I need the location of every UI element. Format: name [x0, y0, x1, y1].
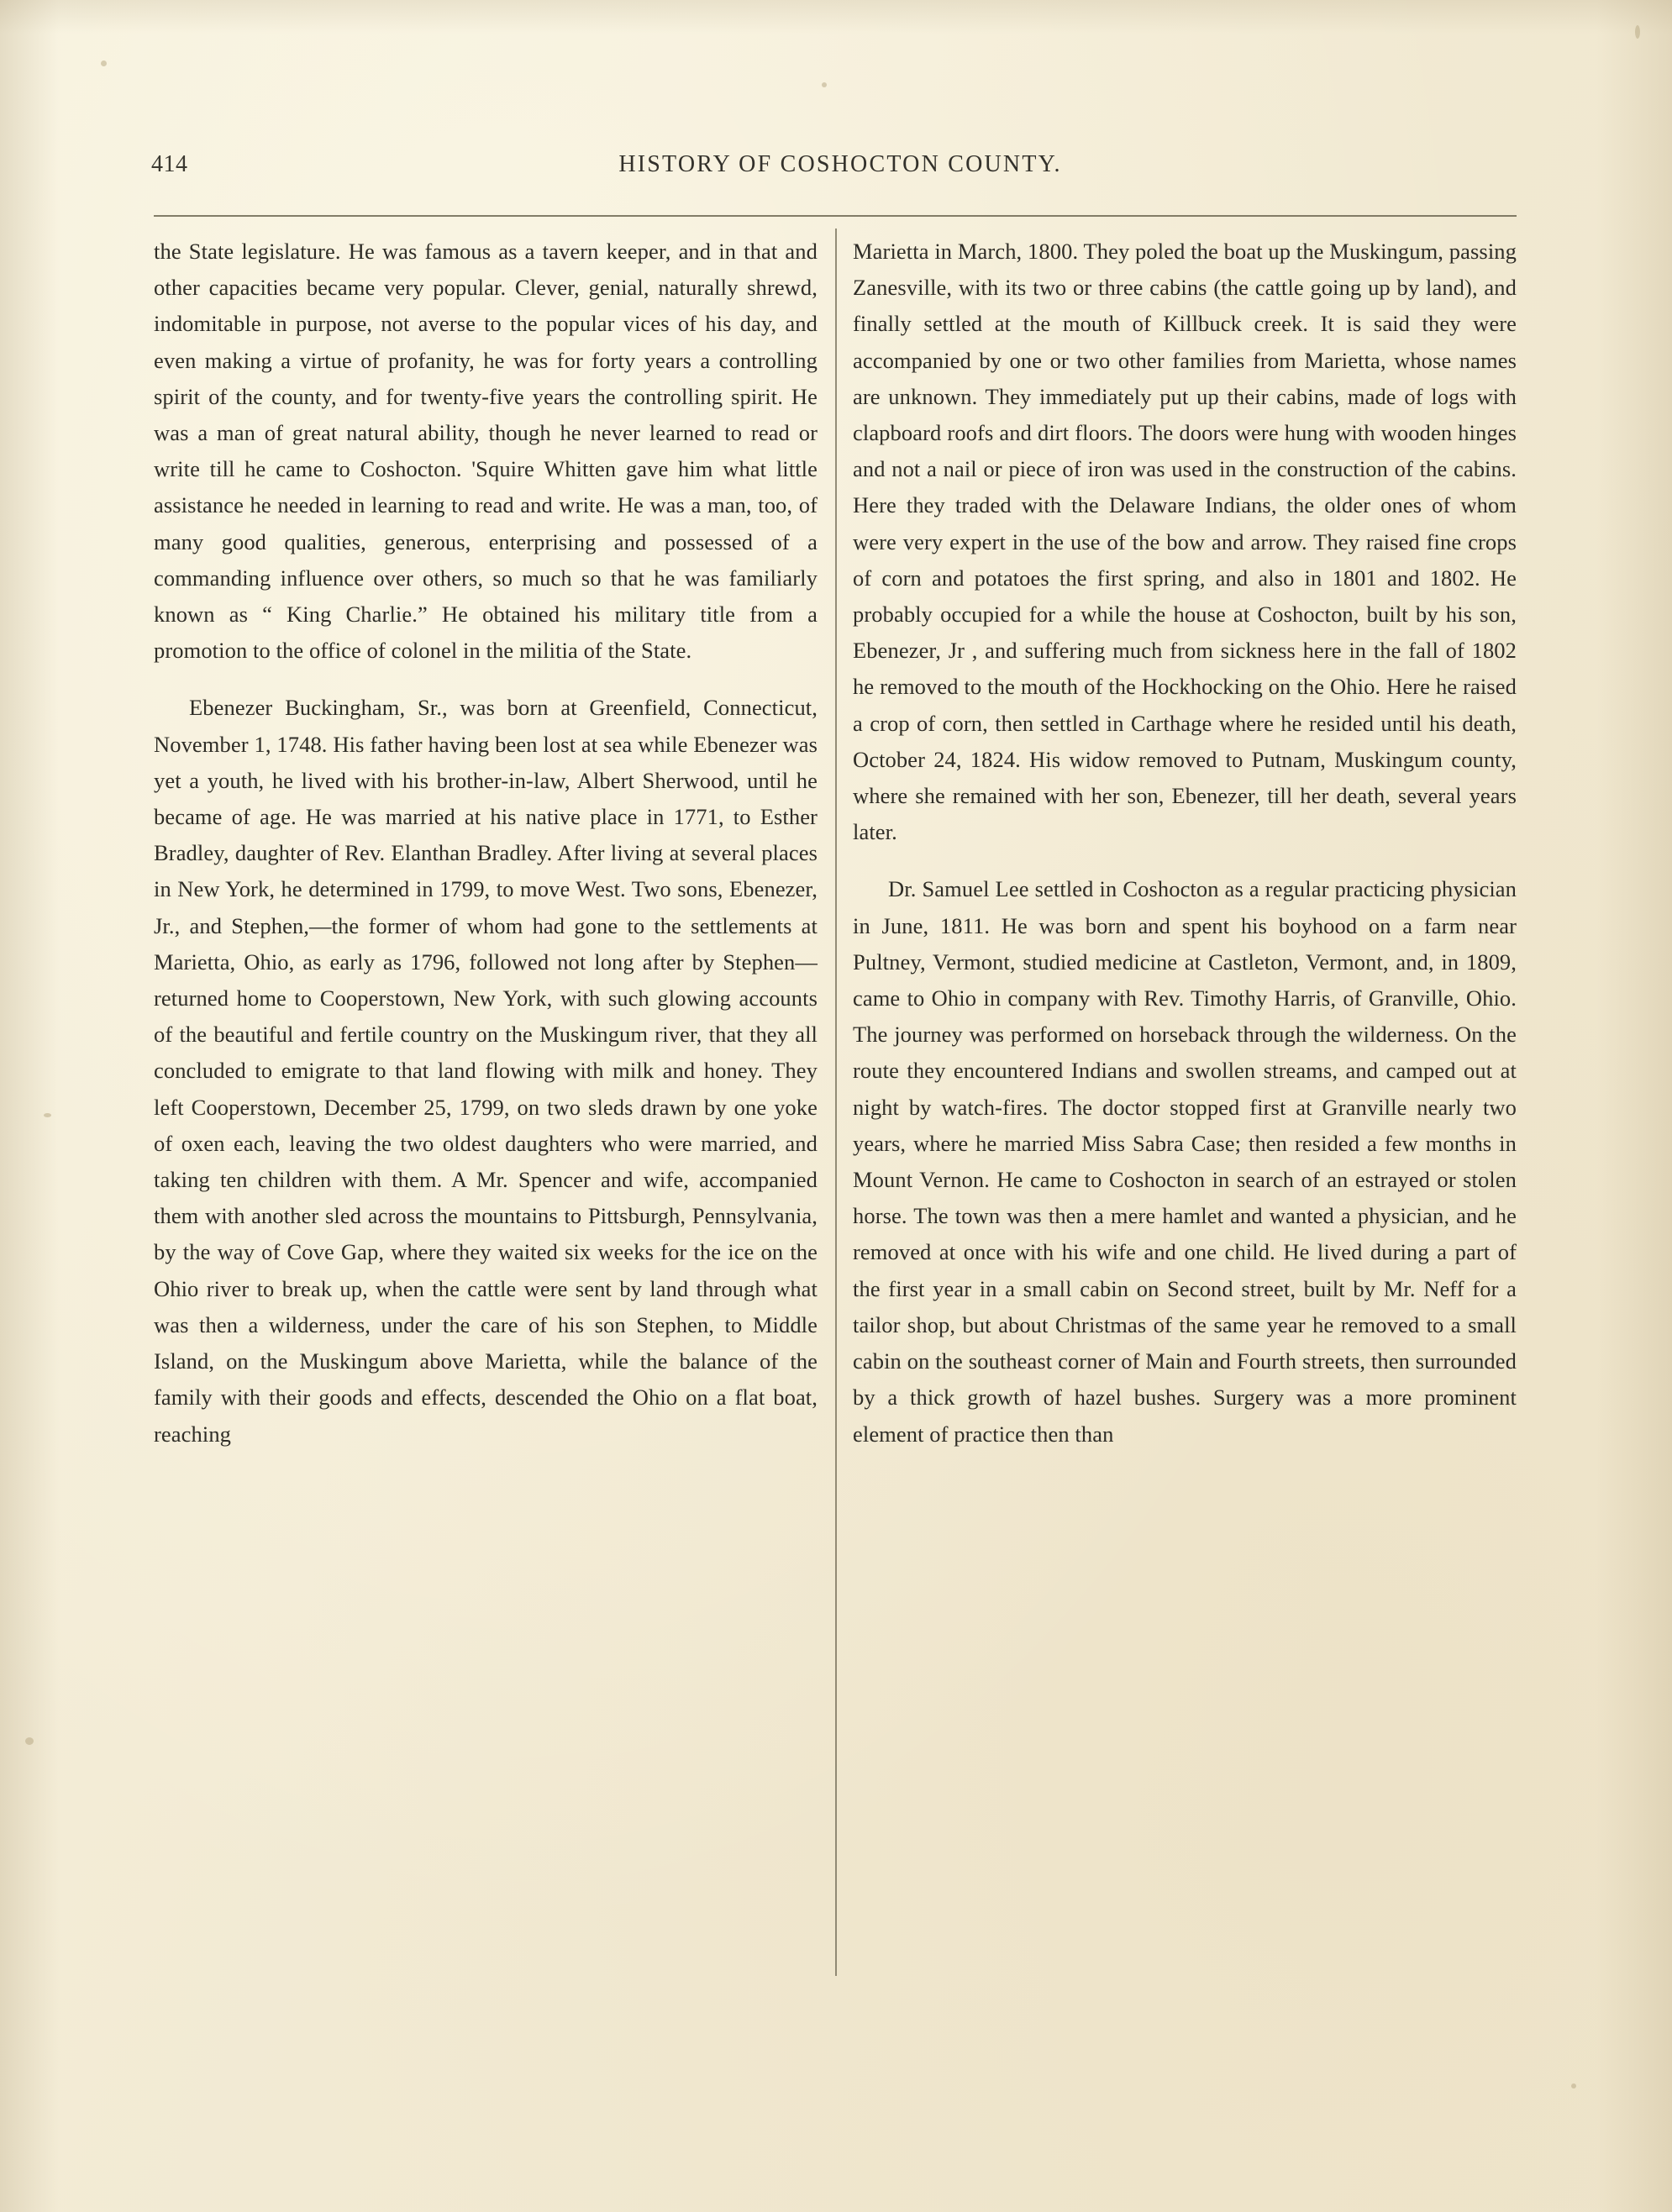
column-left — [154, 234, 818, 1973]
paper-speck — [101, 60, 107, 66]
paragraph: Marietta in March, 1800. They poled the boat up the Muskingum, passing Zanesville, with its two or three cabins (the cattle going up by land), and finally settled at the mouth of Killbuck creek. It is said they were accompanied by one or two other families from Marietta, whose names are unknown. They immediately put up their cabins, made of logs with clapboard roofs and dirt floors. The doors were hung with wooden hinges and not a nail or piece of iron was used in the construction of the cabins. Here they traded with the Delaware Indians, the older ones of whom were very expert in the use of the bow and arrow. They raised fine crops of corn and potatoes the first spring, and also in 1801 and 1802. He probably occupied for a while the house at Coshocton, built by his son, Ebenezer, Jr , and suffering much from sickness here in the fall of 1802 he removed to the mouth of the Hockhocking on the Ohio. Here he raised a crop of corn, then settled in Carthage where he resided until his death, October 24, 1824. His widow removed to Putnam, Muskingum county, where she remained with her son, Ebenezer, till her death, several years later. — [853, 239, 1517, 845]
page-edge-shadow-right — [1596, 0, 1672, 2212]
paper-speck — [44, 1113, 51, 1117]
body-columns — [154, 234, 1517, 1973]
page-header — [151, 151, 1529, 185]
paper-speck — [1571, 2083, 1576, 2089]
paper-speck — [25, 1737, 34, 1745]
paper-speck — [1635, 25, 1640, 39]
column-right — [853, 234, 1517, 1973]
paragraph: the State legislature. He was famous as a tavern keeper, and in that and other capacities became very popular. Clever, genial, naturally shrewd, indomitable in purpose, not averse to the popular vices of his day, and even making a virtue of profanity, he was for forty years a controlling spirit of the county, and for twenty-five years the controlling spirit. He was a man of great natural ability, though he never learned to read or write till he came to Coshocton. 'Squire Whitten gave him what little assistance he needed in learning to read and write. He was a man, too, of many good qualities, generous, enterprising and possessed of a commanding influence over others, so much so that he was familiarly known as “ King Charlie.” He obtained his military title from a promotion to the office of colonel in the militia of the State. — [154, 239, 818, 664]
header-rule — [154, 215, 1517, 217]
paragraph: Dr. Samuel Lee settled in Coshocton as a regular practicing physician in June, 1811. He was born and spent his boyhood on a farm near Pultney, Vermont, studied medicine at Castleton, Vermont, and, in 1809, came to Ohio in company with Rev. Timothy Harris, of Granville, Ohio. The journey was performed on horseback through the wilderness. On the route they encountered Indians and swollen streams, and camped out at night by watch-fires. The doctor stopped first at Granville nearly two years, where he married Miss Sabra Case; then resided a few months in Mount Vernon. He came to Coshocton in search of an estrayed or stolen horse. The town was then a mere hamlet and wanted a physician, and he removed at once with his wife and one child. He lived during a part of the first year in a small cabin on Second street, built by Mr. Neff for a tailor shop, but about Christmas of the same year he removed to a small cabin on the southeast corner of Main and Fourth streets, then surrounded by a thick growth of hazel bushes. Surgery was a more prominent element of practice then than — [853, 876, 1517, 1447]
page-edge-shadow-top — [0, 0, 1672, 34]
running-title: HISTORY OF COSHOCTON COUNTY. — [618, 151, 1062, 177]
paragraph: Ebenezer Buckingham, Sr., was born at Greenfield, Connecticut, November 1, 1748. His father having been lost at sea while Ebenezer was yet a youth, he lived with his brother-in-law, Albert Sherwood, until he became of age. He was married at his native place in 1771, to Esther Bradley, daughter of Rev. Elanthan Bradley. After living at several places in New York, he determined in 1799, to move West. Two sons, Ebenezer, Jr., and Stephen,—the former of whom had gone to the settlements at Marietta, Ohio, as early as 1796, followed not long after by Stephen—returned home to Cooperstown, New York, with such glowing accounts of the beautiful and fertile country on the Muskingum river, that they all concluded to emigrate to that land flowing with milk and honey. They left Cooperstown, December 25, 1799, on two sleds drawn by one yoke of oxen each, leaving the two oldest daughters who were married, and taking ten children with them. A Mr. Spencer and wife, accompanied them with another sled across the mountains to Pittsburgh, Pennsylvania, by the way of Cove Gap, where they waited six weeks for the ice on the Ohio river to break up, when the cattle were sent by land through what was then a wilderness, under the care of his son Stephen, to Middle Island, on the Muskingum above Marietta, while the balance of the family with their goods and effects, descended the Ohio on a flat boat, reaching — [154, 695, 818, 1447]
paper-speck — [822, 82, 827, 87]
page-edge-shadow-left — [0, 0, 59, 2212]
page-number: 414 — [151, 151, 188, 177]
